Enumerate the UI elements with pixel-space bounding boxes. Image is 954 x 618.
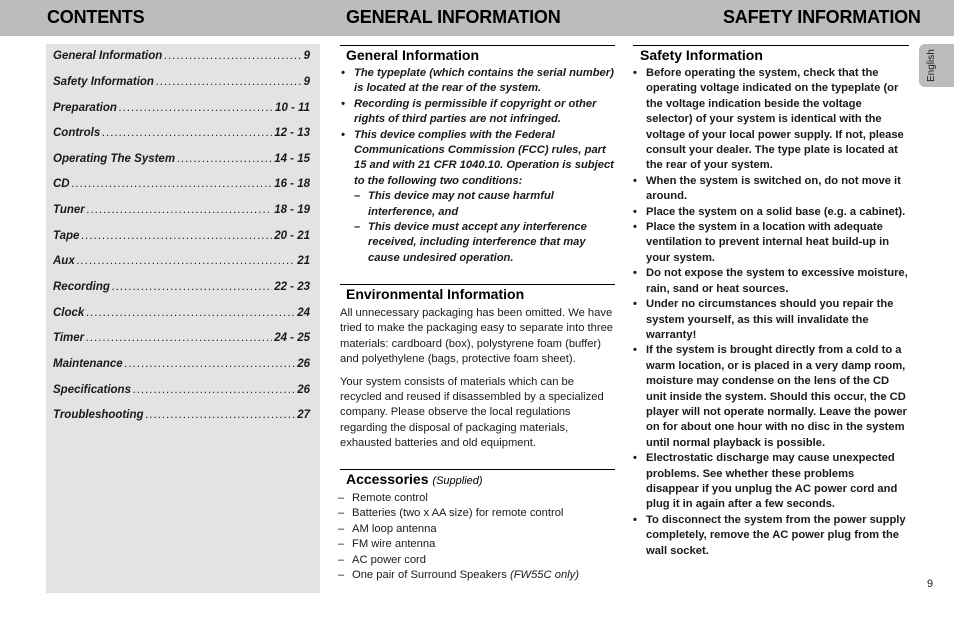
accessory-item: – Remote control bbox=[338, 491, 616, 506]
page-number: 9 bbox=[927, 578, 934, 590]
environmental-paragraph: All unnecessary packaging has been omitted. We have tried to make the packaging easy to separate into three materials: cardboard (box), polystyrene foam (buffer) and polyethylene (bags, protective foam sheet). bbox=[340, 307, 614, 366]
safety-bullet: • If the system is brought directly from a cold to a warm location, or is placed in a very damp room, moisture may condense on the lens of the CD unit inside the system. Should this occur, the CD player will not operate normally. Leave the power on for about one hour with no disc in the system until normal playback is possible. bbox=[632, 343, 910, 451]
environmental-information-heading: Environmental Information bbox=[346, 286, 525, 302]
language-label: English bbox=[926, 49, 937, 82]
toc-item[interactable]: Timer ..... 24 - 25 bbox=[53, 332, 310, 344]
toc-item[interactable]: Safety Information ..... 9 bbox=[53, 76, 310, 88]
toc-item[interactable]: General Information ..... 9 bbox=[53, 50, 310, 62]
environmental-paragraph: Your system consists of materials which can be recycled and reused if disassembled by a specialized company. Please observe the local regulations regarding the disposal of packaging materials, exhausted batteries and old equipment. bbox=[340, 375, 604, 450]
section-rule bbox=[340, 45, 615, 46]
toc-item[interactable]: Aux ..... 21 bbox=[53, 255, 310, 267]
safety-bullet: • Place the system in a location with adequate ventilation to prevent internal heat build-up in your system. bbox=[632, 220, 910, 266]
safety-warning: • To disconnect the system from the power supply completely, remove the AC power plug from the wall socket. bbox=[632, 513, 910, 559]
toc-item[interactable]: Troubleshooting ..... 27 bbox=[53, 409, 310, 421]
toc-item[interactable]: Tuner ..... 18 - 19 bbox=[53, 204, 310, 216]
general-bullet: • This device complies with the Federal Communications Commission (FCC) rules, part 15 and with 21 CFR 1040.10. Operation is subject to the following two conditions: – This device may not cause harmful interference, and – This device must accept any interference received, including interference that may cause undesired operation. bbox=[340, 128, 615, 267]
accessories-list bbox=[338, 491, 616, 583]
section-rule bbox=[340, 469, 615, 470]
fcc-condition: – This device may not cause harmful interference, and bbox=[354, 189, 615, 220]
accessory-item: – AC power cord bbox=[338, 553, 616, 568]
safety-information-body bbox=[632, 66, 910, 559]
contents-title: CONTENTS bbox=[47, 7, 145, 27]
safety-bullet: • Do not expose the system to excessive moisture, rain, sand or heat sources. bbox=[632, 266, 910, 297]
general-information-heading: General Information bbox=[346, 47, 480, 63]
safety-bullet: • When the system is switched on, do not move it around. bbox=[632, 174, 910, 205]
toc-item[interactable]: CD ..... 16 - 18 bbox=[53, 178, 310, 190]
toc-item[interactable]: Clock ..... 24 bbox=[53, 307, 310, 319]
section-rule bbox=[633, 45, 909, 46]
accessory-item: – FM wire antenna bbox=[338, 537, 616, 552]
environmental-information-body bbox=[340, 306, 616, 452]
general-bullet: • Recording is permissible if copyright or other rights of third parties are not infringed. bbox=[340, 97, 615, 128]
general-information-title: GENERAL INFORMATION bbox=[346, 7, 561, 27]
safety-bullet: • Place the system on a solid base (e.g. a cabinet). bbox=[632, 205, 910, 220]
accessory-item: – AM loop antenna bbox=[338, 522, 616, 537]
accessory-item: – Batteries (two x AA size) for remote control bbox=[338, 506, 616, 521]
safety-information-title: SAFETY INFORMATION bbox=[723, 7, 921, 27]
table-of-contents bbox=[46, 44, 320, 593]
general-bullet: • The typeplate (which contains the serial number) is located at the rear of the system. bbox=[340, 66, 615, 97]
safety-bullet: • Electrostatic discharge may cause unexpected problems. See whether these problems disappear if you unplug the AC power cord and plug it in again after a few seconds. bbox=[632, 451, 910, 513]
toc-item[interactable]: Maintenance ..... 26 bbox=[53, 358, 310, 370]
toc-item[interactable]: Recording ..... 22 - 23 bbox=[53, 281, 310, 293]
safety-bullet: • Before operating the system, check that the operating voltage indicated on the typeplate (or the voltage indication beside the voltage selector) of your system is identical with the voltage of your local power supply. If not, please consult your dealer. The type plate is located at the rear of your system. bbox=[632, 66, 910, 174]
toc-item[interactable]: Preparation ..... 10 - 11 bbox=[53, 102, 310, 114]
toc-item[interactable]: Specifications ..... 26 bbox=[53, 384, 310, 396]
general-information-body bbox=[340, 66, 615, 266]
toc-item[interactable]: Controls ..... 12 - 13 bbox=[53, 127, 310, 139]
toc-item[interactable]: Operating The System ..... 14 - 15 bbox=[53, 153, 310, 165]
section-rule bbox=[340, 284, 615, 285]
fcc-condition: – This device must accept any interference received, including interference that may cause undesired operation. bbox=[354, 220, 615, 266]
safety-bullet: • Under no circumstances should you repair the system yourself, as this will invalidate the warranty! bbox=[632, 297, 910, 343]
accessories-heading: Accessories (Supplied) bbox=[346, 471, 483, 487]
toc-item[interactable]: Tape ..... 20 - 21 bbox=[53, 230, 310, 242]
accessory-item: – One pair of Surround Speakers (FW55C only) bbox=[338, 568, 616, 583]
safety-information-heading: Safety Information bbox=[640, 47, 763, 63]
